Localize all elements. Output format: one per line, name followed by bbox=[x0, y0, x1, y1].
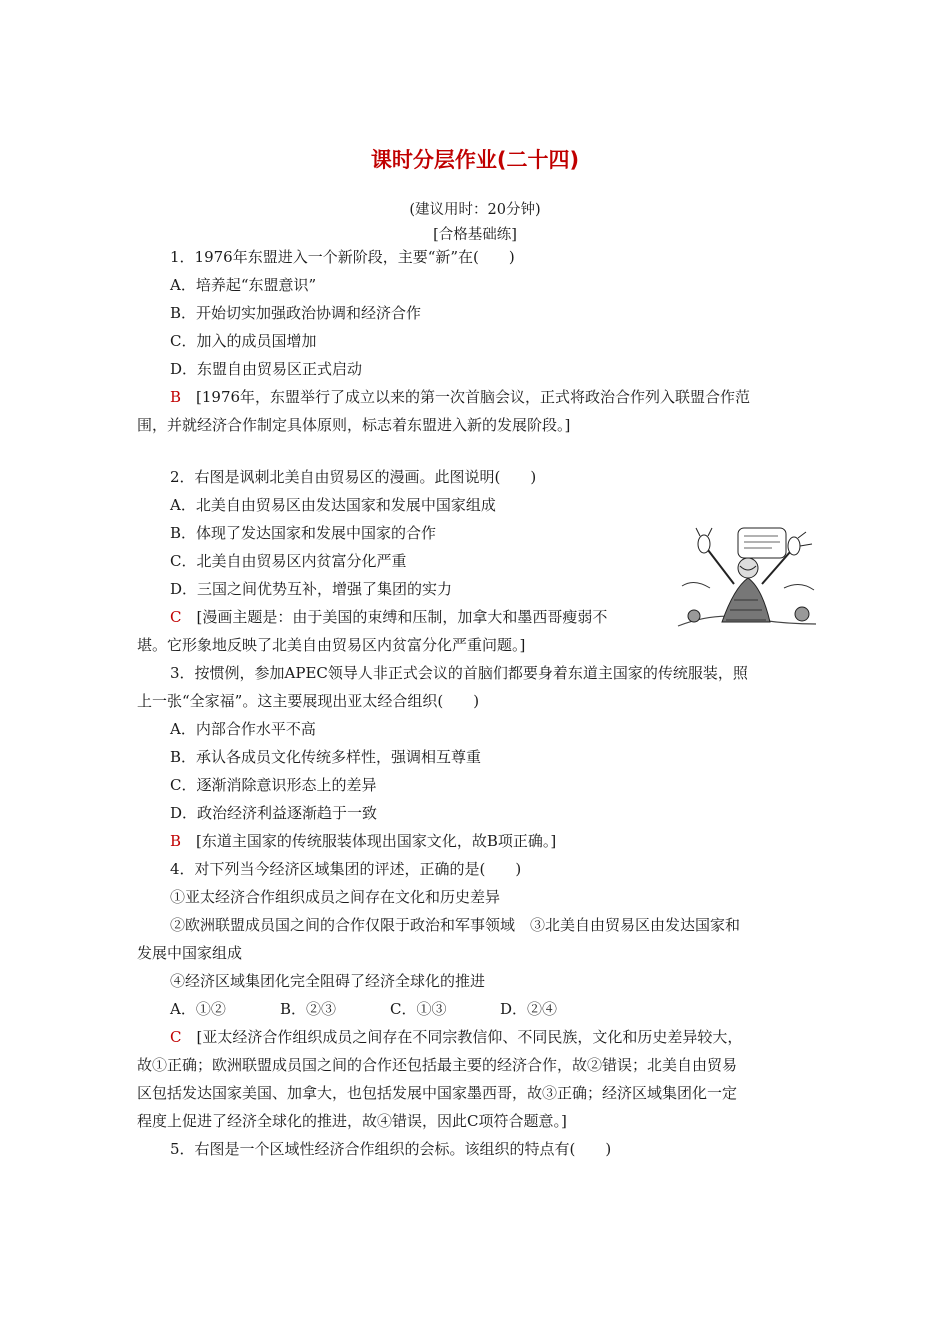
q4-options bbox=[170, 999, 610, 1019]
q4-option-b: B．②③ bbox=[280, 1000, 337, 1018]
q2-explanation-cont: 堪。它形象地反映了北美自由贸易区内贫富分化严重问题。] bbox=[137, 636, 526, 654]
q4-option-c: C．①③ bbox=[390, 1000, 447, 1018]
q4-explanation-line-4: 程度上促进了经济全球化的推进，故④错误，因此C项符合题意。] bbox=[137, 1112, 567, 1130]
q4-statement-3-cont: 发展中国家组成 bbox=[137, 944, 243, 962]
q4-answer: C bbox=[170, 1028, 182, 1046]
q1-explanation: B [1976年，东盟举行了成立以来的第一次首脑会议，正式将政治合作列入联盟合作范 bbox=[170, 388, 751, 406]
q1-option-a: A．培养起“东盟意识” bbox=[170, 276, 317, 294]
q4-stem: 4．对下列当今经济区域集团的评述，正确的是( ) bbox=[170, 860, 522, 878]
q4-statement-4: ④经济区域集团化完全阻碍了经济全球化的推进 bbox=[170, 972, 486, 990]
q4-explanation-line-2: 故①正确；欧洲联盟成员国之间的合作还包括最主要的经济合作，故②错误；北美自由贸易 bbox=[137, 1056, 738, 1074]
q3-stem: 3．按惯例，参加APEC领导人非正式会议的首脑们都要身着东道主国家的传统服装，照 bbox=[170, 664, 748, 682]
q4-option-d: D．②④ bbox=[500, 1000, 558, 1018]
q2-stem: 2．右图是讽刺北美自由贸易区的漫画。此图说明( ) bbox=[170, 468, 537, 486]
q2-answer: C bbox=[170, 608, 182, 626]
q3-answer: B bbox=[170, 832, 182, 850]
q3-option-d: D．政治经济利益逐渐趋于一致 bbox=[170, 804, 378, 822]
q2-option-d: D．三国之间优势互补，增强了集团的实力 bbox=[170, 580, 453, 598]
q2-option-a: A．北美自由贸易区由发达国家和发展中国家组成 bbox=[170, 496, 496, 514]
q1-stem: 1．1976年东盟进入一个新阶段，主要“新”在( ) bbox=[170, 248, 515, 266]
time-hint: (建议用时：20分钟) bbox=[409, 202, 541, 218]
q1-option-c: C．加入的成员国增加 bbox=[170, 332, 317, 350]
q2-option-b: B．体现了发达国家和发展中国家的合作 bbox=[170, 524, 437, 542]
q4-option-a: A．①② bbox=[170, 1000, 226, 1018]
q3-option-a: A．内部合作水平不高 bbox=[170, 720, 316, 738]
q3-explanation: B [东道主国家的传统服装体现出国家文化，故B项正确。] bbox=[170, 832, 557, 850]
q4-statement-2-3: ②欧洲联盟成员国之间的合作仅限于政治和军事领域 ③北美自由贸易区由发达国家和 bbox=[170, 916, 741, 934]
q4-explanation-line-3: 区包括发达国家美国、加拿大，也包括发展中国家墨西哥，故③正确；经济区域集团化一定 bbox=[137, 1084, 738, 1102]
q4-explanation: C [亚太经济合作组织成员之间存在不同宗教信仰、不同民族，文化和历史差异较大， bbox=[170, 1028, 743, 1046]
q1-explanation-cont: 围，并就经济合作制定具体原则，标志着东盟进入新的发展阶段。] bbox=[137, 416, 571, 434]
q3-option-c: C．逐渐消除意识形态上的差异 bbox=[170, 776, 377, 794]
q1-option-b: B．开始切实加强政治协调和经济合作 bbox=[170, 304, 422, 322]
q2-explanation: C [漫画主题是：由于美国的束缚和压制，加拿大和墨西哥瘦弱不 bbox=[170, 608, 608, 626]
q1-option-d: D．东盟自由贸易区正式启动 bbox=[170, 360, 363, 378]
q3-stem-cont: 上一张“全家福”。这主要展现出亚太经合组织( ) bbox=[137, 692, 480, 710]
q1-answer: B bbox=[170, 388, 182, 406]
q3-option-b: B．承认各成员文化传统多样性，强调相互尊重 bbox=[170, 748, 482, 766]
q5-stem: 5．右图是一个区域性经济合作组织的会标。该组织的特点有( ) bbox=[170, 1140, 612, 1158]
nafta-cartoon-image bbox=[674, 526, 820, 630]
q4-statement-1: ①亚太经济合作组织成员之间存在文化和历史差异 bbox=[170, 888, 501, 906]
section-label: [合格基础练] bbox=[433, 227, 517, 243]
q2-option-c: C．北美自由贸易区内贫富分化严重 bbox=[170, 552, 407, 570]
page-title: 课时分层作业(二十四) bbox=[370, 148, 580, 172]
